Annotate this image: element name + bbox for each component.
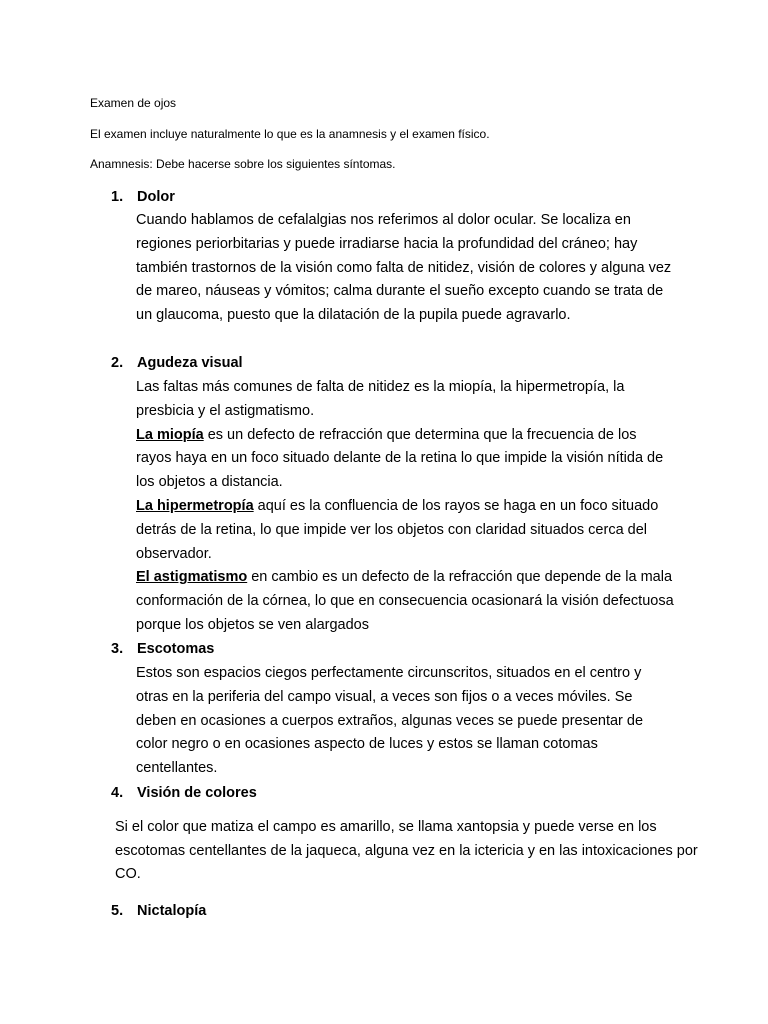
document-title: Examen de ojos — [90, 96, 177, 110]
definition-astigmatismo — [136, 566, 676, 637]
item-number: 4. — [111, 785, 124, 801]
paragraph: Cuando hablamos de cefalalgias nos referimos al dolor ocular. Se localiza en regiones periorbitarias y puede irradiarse hacia la profundidad del cráneo; hay también trastornos de la visión como falta de nitidez, visión de colores y alguna vez de mareo, náuseas y vómitos; calma durante el sueño excepto cuando se trata de un glaucoma, puesto que la dilatación de la pupila puede agravarlo. — [136, 212, 672, 324]
definition-miopia — [136, 424, 676, 495]
item-body-vision-de-colores — [115, 816, 705, 887]
item-number: 1. — [111, 189, 124, 205]
paragraph: Las faltas más comunes de falta de nitidez es la miopía, la hipermetropía, la presbicia y el astigmatismo. — [136, 379, 625, 419]
definition-text: en cambio es un defecto de la refracción que depende de la mala conformación de la córnea, lo que en consecuencia ocasionará la visión defectuosa porque los objetos se ven alargados — [136, 569, 674, 633]
term-miopia: La miopía — [136, 426, 204, 443]
paragraph: Si el color que matiza el campo es amarillo, se llama xantopsia y puede verse en los escotomas centellantes de la jaqueca, alguna vez en la ictericia y en las intoxicaciones por CO. — [115, 819, 698, 882]
term-hipermetropia: La hipermetropía — [136, 497, 254, 514]
item-number: 2. — [111, 355, 124, 371]
term-astigmatismo: El astigmatismo — [136, 569, 248, 586]
definition-text: aquí es la confluencia de los rayos se haga en un foco situado detrás de la retina, lo que impide ver los objetos con claridad situados cerca del observador. — [136, 497, 659, 562]
item-heading-vision-de-colores: Visión de colores — [137, 785, 257, 801]
definition-text: es un defecto de refracción que determina que la frecuencia de los rayos haya en un foco situado delante de la retina lo que impide la visión nítida de los objetos a distancia. — [136, 426, 664, 491]
item-body-dolor — [136, 209, 676, 328]
item-number: 5. — [111, 903, 124, 919]
item-body-escotomas — [136, 662, 676, 781]
anamnesis-text: Anamnesis: Debe hacerse sobre los siguientes síntomas. — [90, 157, 396, 171]
item-heading-nictalopia: Nictalopía — [137, 903, 207, 919]
paragraph: Estos son espacios ciegos perfectamente circunscritos, situados en el centro y otras en la periferia del campo visual, a veces son fijos o a veces móviles. Se deben en ocasiones a cuerpos extraños, algunas veces se puede presentar de color negro o en ocasiones aspecto de luces y estos se llaman cotomas centellantes. — [136, 665, 644, 777]
item-number: 3. — [111, 641, 124, 657]
item-heading-escotomas: Escotomas — [137, 641, 215, 657]
item-body-agudeza-visual — [136, 376, 676, 638]
item-heading-dolor: Dolor — [137, 189, 175, 205]
item-heading-agudeza-visual: Agudeza visual — [137, 355, 243, 371]
intro-text: El examen incluye naturalmente lo que es la anamnesis y el examen físico. — [90, 127, 490, 141]
definition-hipermetropia — [136, 495, 676, 566]
